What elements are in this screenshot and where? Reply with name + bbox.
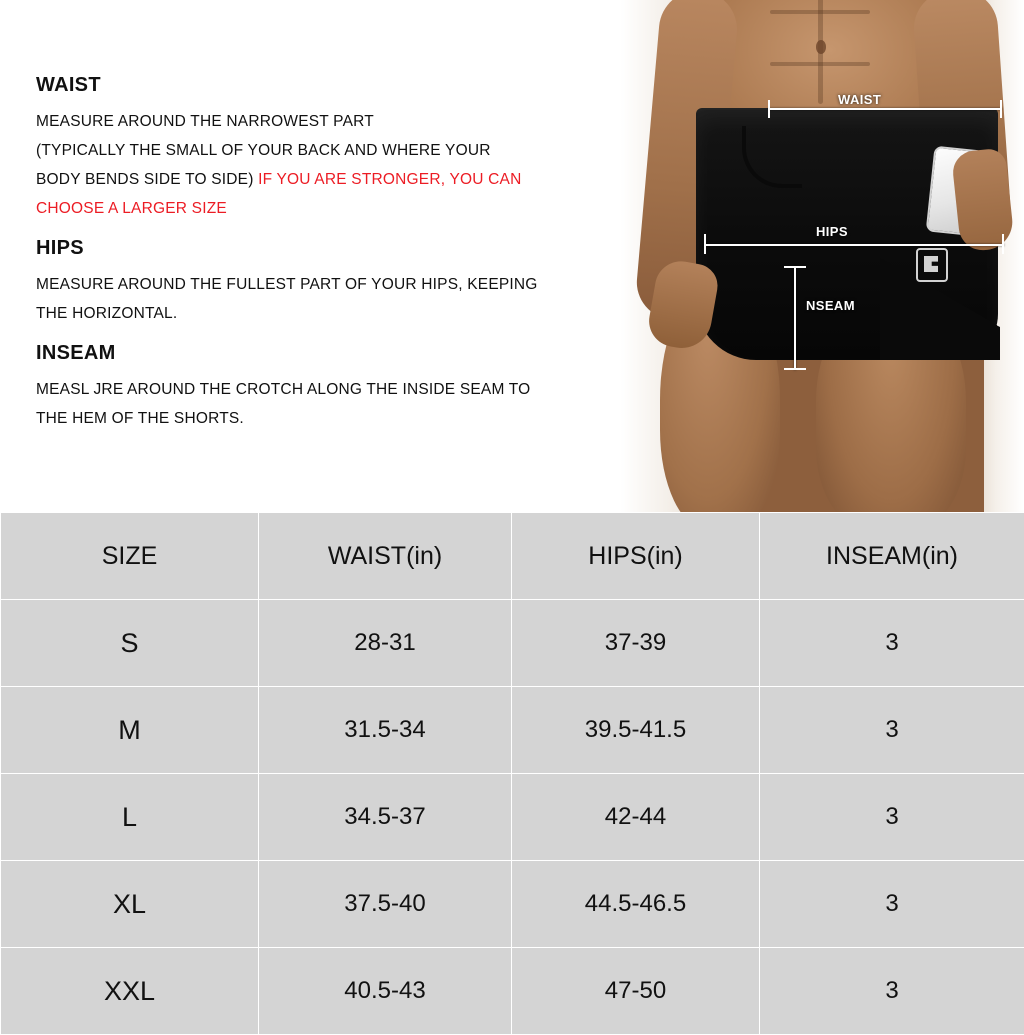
product-photo — [620, 0, 1024, 512]
guide-inseam-title: INSEAM — [36, 342, 636, 365]
cell-waist: 31.5-34 — [259, 687, 512, 774]
cell-waist: 37.5-40 — [259, 861, 512, 948]
guide-hips-title: HIPS — [36, 237, 636, 260]
cell-waist: 40.5-43 — [259, 948, 512, 1035]
cell-size: L — [1, 774, 259, 861]
cell-size: S — [1, 600, 259, 687]
hips-annotation-label: HIPS — [816, 224, 848, 239]
waist-cap-right — [1000, 100, 1002, 118]
cell-waist: 34.5-37 — [259, 774, 512, 861]
measurement-guide — [36, 74, 636, 447]
table-row — [1, 948, 1024, 1035]
cell-hips: 39.5-41.5 — [512, 687, 760, 774]
cell-inseam: 3 — [760, 948, 1024, 1035]
waist-cap-left — [768, 100, 770, 118]
hips-cap-left — [704, 234, 706, 254]
guide-inseam-body — [36, 375, 636, 433]
table-row — [1, 861, 1024, 948]
hips-measure-line — [704, 244, 1004, 246]
size-table — [0, 512, 1024, 1035]
guide-waist-line3: BODY BENDS SIDE TO SIDE) — [36, 171, 254, 188]
model-right-hand — [951, 147, 1015, 252]
cell-hips: 42-44 — [512, 774, 760, 861]
cell-inseam: 3 — [760, 600, 1024, 687]
guide-waist-highlight-1: IF YOU ARE STRONGER, YOU CAN — [254, 171, 522, 188]
table-row — [1, 687, 1024, 774]
cell-hips: 47-50 — [512, 948, 760, 1035]
guide-waist-title: WAIST — [36, 74, 636, 97]
cell-size: XXL — [1, 948, 259, 1035]
cell-inseam: 3 — [760, 861, 1024, 948]
table-header-hips: HIPS(in) — [512, 513, 760, 600]
guide-inseam-line1: MEASL JRE AROUND THE CROTCH ALONG THE INSIDE SEAM TO — [36, 381, 530, 398]
table-header-row — [1, 513, 1024, 600]
table-body — [1, 600, 1024, 1035]
table-row — [1, 600, 1024, 687]
guide-inseam-line2: THE HEM OF THE SHORTS. — [36, 410, 244, 427]
cell-size: XL — [1, 861, 259, 948]
cell-hips: 44.5-46.5 — [512, 861, 760, 948]
waist-measure-line — [768, 108, 1002, 110]
table-row — [1, 774, 1024, 861]
guide-waist-line2: (TYPICALLY THE SMALL OF YOUR BACK AND WHERE YOUR — [36, 142, 491, 159]
guide-waist-highlight-2: CHOOSE A LARGER SIZE — [36, 200, 227, 217]
cell-inseam: 3 — [760, 774, 1024, 861]
guide-hips-line2: THE HORIZONTAL. — [36, 305, 177, 322]
inseam-measure-line — [794, 266, 796, 370]
hips-cap-right — [1002, 234, 1004, 254]
navel — [816, 40, 826, 54]
cell-size: M — [1, 687, 259, 774]
guide-waist-body — [36, 107, 636, 223]
cell-waist: 28-31 — [259, 600, 512, 687]
inseam-cap-bottom — [784, 368, 806, 370]
table-header-waist: WAIST(in) — [259, 513, 512, 600]
guide-waist-line1: MEASURE AROUND THE NARROWEST PART — [36, 113, 374, 130]
waist-annotation-label: WAIST — [838, 92, 881, 107]
guide-hips-body — [36, 270, 636, 328]
table-header-size: SIZE — [1, 513, 259, 600]
inseam-annotation-label: NSEAM — [806, 298, 855, 313]
guide-hips-line1: MEASURE AROUND THE FULLEST PART OF YOUR HIPS, KEEPING — [36, 276, 538, 293]
inseam-cap-top — [784, 266, 806, 268]
brand-logo-icon — [916, 248, 948, 282]
cell-inseam: 3 — [760, 687, 1024, 774]
table-header-inseam: INSEAM(in) — [760, 513, 1024, 600]
cell-hips: 37-39 — [512, 600, 760, 687]
